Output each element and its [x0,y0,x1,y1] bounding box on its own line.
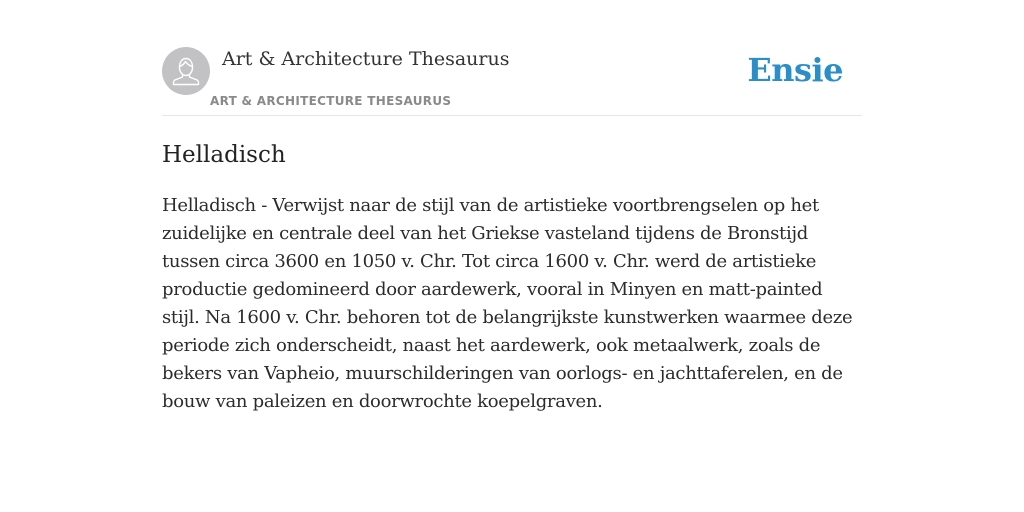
author-header [162,44,862,116]
article-title: Helladisch [162,142,286,168]
ensie-logo[interactable]: Ensie [747,51,843,89]
article-body: Helladisch - Verwijst naar de stijl van de artistieke voortbrengselen op het zuidelijke en centrale deel van het Griekse vasteland tijdens de Bronstijd tussen circa 3600 en 1050 v. Chr. Tot circa 1600 v. Chr. werd de artistieke productie gedomineerd door aardewerk, vooral in Minyen en matt-painted stijl. Na 1600 v. Chr. behoren tot de belangrijkste kunstwerken waarmee deze periode zich onderscheidt, naast het aardewerk, ook metaalwerk, zoals de bekers van Vapheio, muurschilderingen van oorlogs- en jachttaferelen, en de bouw van paleizen en doorwrochte koepelgraven. [162,195,853,412]
user-silhouette-icon [162,47,210,95]
avatar[interactable] [162,47,210,95]
author-name[interactable]: Art & Architecture Thesaurus [222,48,510,70]
author-subtitle: ART & ARCHITECTURE THESAURUS [210,94,452,108]
